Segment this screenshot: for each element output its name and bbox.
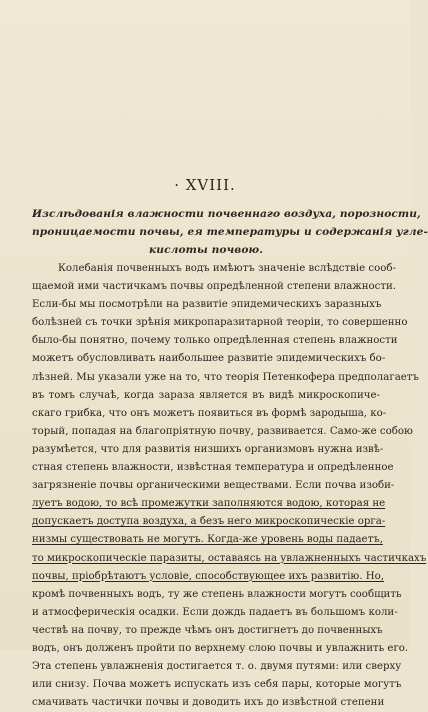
text-line: болѣзней съ точки зрѣнія микропаразитарной теоріи, то совершенно — [32, 317, 408, 329]
text-line-underlined: луетъ водою, то всѣ промежутки заполняются водою, которая не — [32, 498, 386, 510]
text-line: водъ, онъ долженъ пройти по верхнему слою почвы и увлажнить его. — [32, 642, 409, 654]
text-line-underlined: допускаетъ доступа воздуха, а безъ него микроскопическіе орга- — [32, 516, 386, 528]
text-line: или снизу. Почва можетъ испускать изъ себя пары, которые могутъ — [32, 679, 402, 691]
text-line: стная степень влажности, извѣстная температура и опредѣленное — [32, 462, 394, 474]
text-line: Колебанія почвенныхъ водъ имѣютъ значеніе вслѣдствіе сооб- — [58, 263, 396, 274]
text-line: торый, попадая на благопріятную почву, развивается. Само-же собою — [32, 425, 413, 437]
text-line: и атмосферическія осадки. Если дождь падаетъ въ большомъ коли- — [32, 606, 398, 618]
text-line: загрязненіе почвы органическими веществами. Если почва изоби- — [32, 480, 395, 492]
section-title-line: проницаемости почвы, ея температуры и содержанія угле- — [32, 226, 428, 238]
section-title-line: кислоты почвою. — [149, 244, 263, 256]
text-line: Если-бы мы посмотрѣли на развитіе эпидемическихъ заразныхъ — [32, 299, 382, 311]
text-line: въ томъ случаѣ, когда зараза является въ видѣ микроскопиче- — [32, 389, 380, 401]
text-line: щаемой ими частичкамъ почвы опредѣленной степени влажности. — [32, 281, 396, 293]
text-line: скаго грибка, что онъ можетъ появиться въ формѣ зародыша, ко- — [32, 407, 387, 419]
chapter-number: · XVIII. — [174, 176, 236, 194]
text-line-underlined: низмы существовать не могутъ. Когда-же уровень воды падаетъ, — [32, 534, 383, 546]
text-line: лѣзней. Мы указали уже на то, что теорія Петенкофера предполагаетъ — [32, 371, 419, 383]
text-line-underlined: почвы, пріобрѣтаютъ условіе, способствующее ихъ развитію. Но, — [32, 570, 384, 582]
text-line: можетъ обусловливать наибольшее развитіе эпидемическихъ бо- — [32, 353, 386, 365]
text-line: Эта степень увлажненія достигается т. о. двумя путями: или сверху — [32, 661, 402, 673]
text-line: кромѣ почвенныхъ водъ, ту же степень влажности могутъ сообщить — [32, 588, 402, 600]
text-line: чествѣ на почву, то прежде чѣмъ онъ достигнетъ до почвенныхъ — [32, 624, 383, 636]
text-line: разумѣется, что для развитія низшихъ организмовъ нужна извѣ- — [32, 443, 384, 455]
section-title — [32, 205, 428, 259]
text-line: смачивать частички почвы и доводить ихъ до извѣстной степени — [32, 697, 385, 709]
body-text — [32, 260, 427, 712]
text-line: было-бы понятно, почему только опредѣленная степень влажности — [32, 335, 398, 347]
text-line-underlined: то микроскопическіе паразиты, оставаясь на увлажненныхъ частичкахъ — [32, 552, 427, 564]
section-title-line: Изслѣдованія влажности почвеннаго воздуха, порозности, — [32, 208, 421, 220]
